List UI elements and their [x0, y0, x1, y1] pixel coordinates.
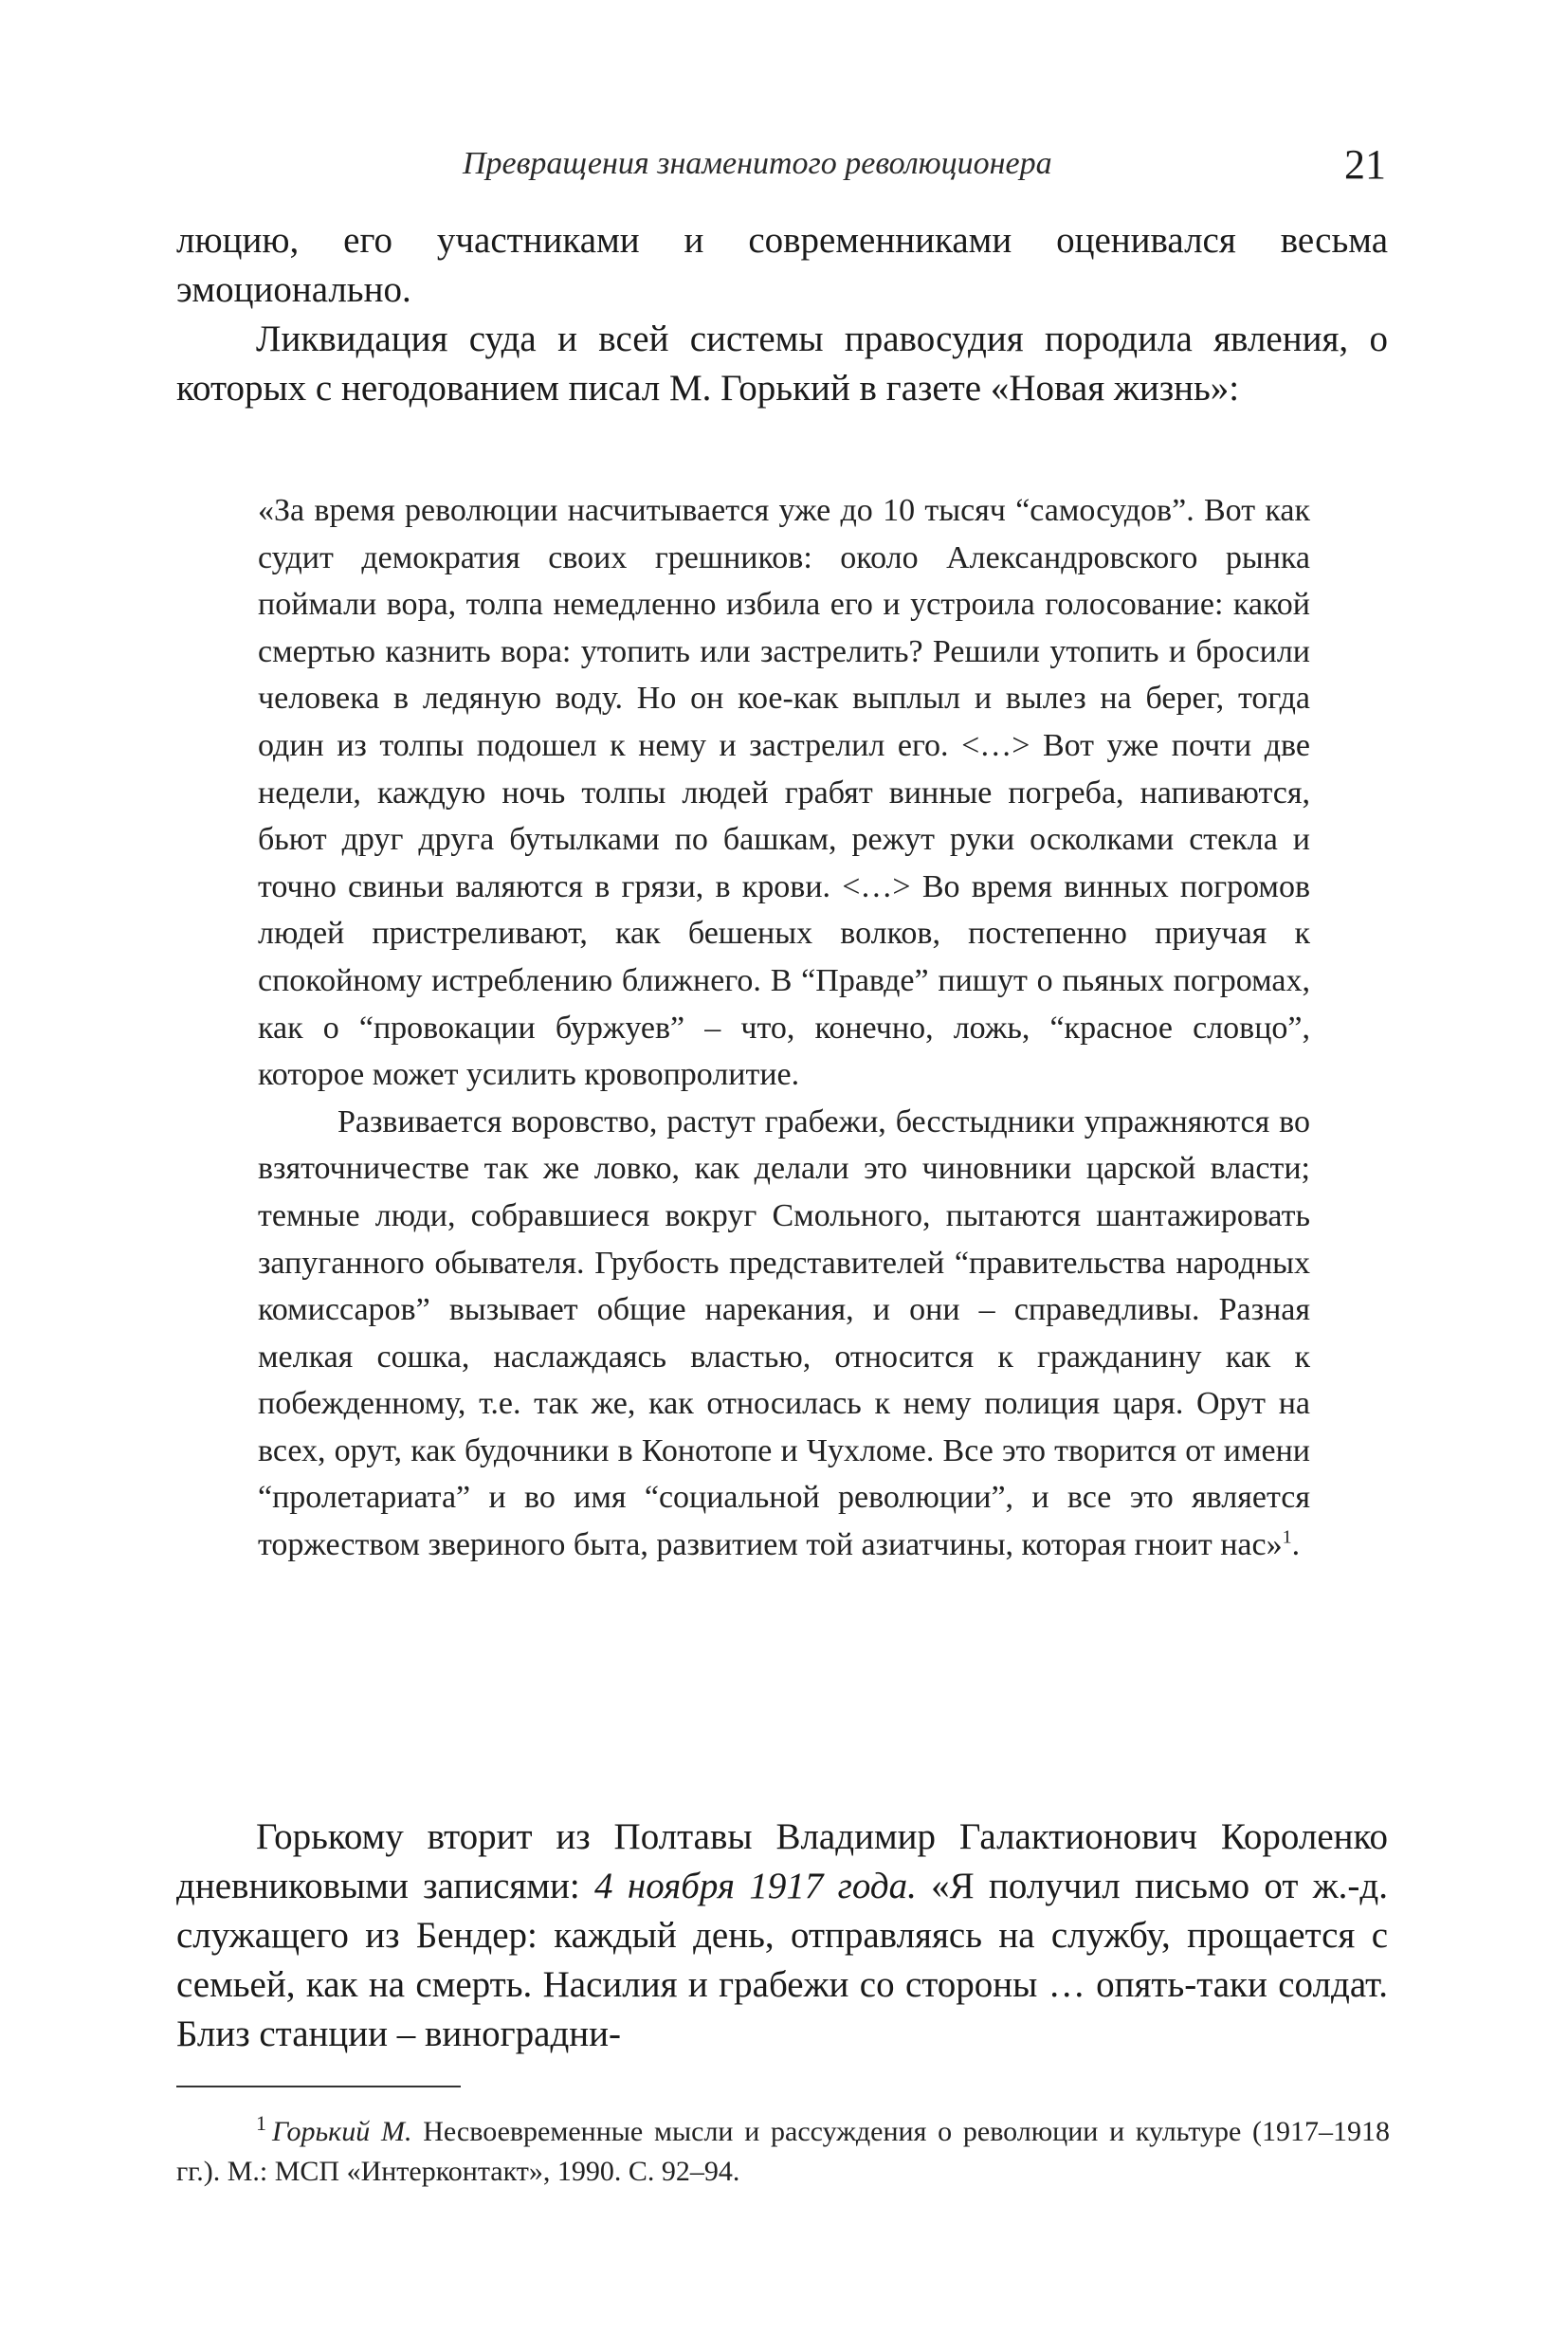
- diary-date: 4 ноября 1917 года.: [594, 1866, 917, 1906]
- quote-paragraph-1: «За время революции насчитывается уже до 10 тысяч “самосудов”. Вот как судит демократия своих грешников: около Александровского рынка поймали вора, толпа немедленно избила его и устроила голосование: какой смертью казнить вора: утопить или застрелить? Решили утопить и бросили человека в ледяную воду. Но он кое-как выплыл и вылез на берег, тогда один из толпы подошел к нему и застрелил его. <…> Вот уже почти две недели, каждую ночь толпы людей грабят винные погреба, напиваются, бьют друг друга бутылками по башкам, режут руки осколками стекла и точно свиньи валяются в грязи, в крови. <…> Во время винных погромов людей пристреливают, как бешеных волков, постепенно приучая к спокойному истреблению ближнего. В “Правде” пишут о пьяных погромах, как о “провокации буржуев” – что, конечно, ложь, “красное словцо”, которое может усилить кровопролитие.: [258, 493, 1310, 1093]
- korolenko-part-1: Горькому вторит из Полтавы Владимир Галактионович Короленко дневниковыми записями:: [176, 1816, 1388, 1906]
- continued-paragraph: люцию, его участниками и современниками оценивался весьма эмоционально.: [176, 220, 1388, 310]
- paragraph-korolenko: [176, 1813, 1388, 2059]
- footnote-citation: Несвоевременные мысли и рассуждения о революции и культуре (1917–1918 гг.). М.: МСП «Интерконтакт», 1990. С. 92–94.: [176, 2116, 1390, 2187]
- korolenko-text: [176, 1813, 1388, 2059]
- footnote-divider: [176, 2086, 461, 2087]
- page-number: 21: [1344, 141, 1386, 188]
- quote-paragraph-2-text: Развивается воровство, растут грабежи, бесстыдники упражняются во взяточничестве так же ловко, как делали это чиновники царской власти; темные люди, собравшиеся вокруг Смольного, пытаются шантажировать запуганного обывателя. Грубость представителей “правительства народных комиссаров” вызывает общие нарекания, и они – справедливы. Разная мелкая сошка, наслаждаясь властью, относится к гражданину как к побежденному, т.е. так же, как относилась к нему полиция царя. Орут на всех, орут, как будочники в Конотопе и Чухломе. Все это творится от имени “пролетариата” и во имя “социальной революции”, и все это является торжеством звериного быта, развитием той азиатчины, которая гноит нас»: [258, 1103, 1310, 1563]
- gorky-quote-block: [258, 487, 1310, 1569]
- footnote-reference[interactable]: 1: [1282, 1526, 1292, 1548]
- footnote-author: Горький М.: [272, 2116, 412, 2147]
- footnote-block: [176, 2112, 1390, 2192]
- running-title: Превращения знаменитого революционера: [463, 146, 1052, 181]
- quote-trailing-period: .: [1291, 1527, 1301, 1563]
- korolenko-part-2: «Я получил письмо от ж.-д. служащего из Бендер: каждый день, отправляясь на службу, прощается с семьей, как на смерть. Насилия и грабежи со стороны … опять-таки солдат. Близ станции – виноградни-: [176, 1866, 1389, 2054]
- footnote-1: [176, 2112, 1390, 2192]
- intro-text: [176, 216, 1388, 413]
- paragraph-liquidation: Ликвидация суда и всей системы правосудия породила явления, о которых с негодованием писал М. Горький в газете «Новая жизнь»:: [176, 319, 1388, 409]
- quote-paragraph-2: [258, 1099, 1310, 1569]
- footnote-mark: 1: [256, 2111, 266, 2135]
- running-header: [0, 140, 1568, 197]
